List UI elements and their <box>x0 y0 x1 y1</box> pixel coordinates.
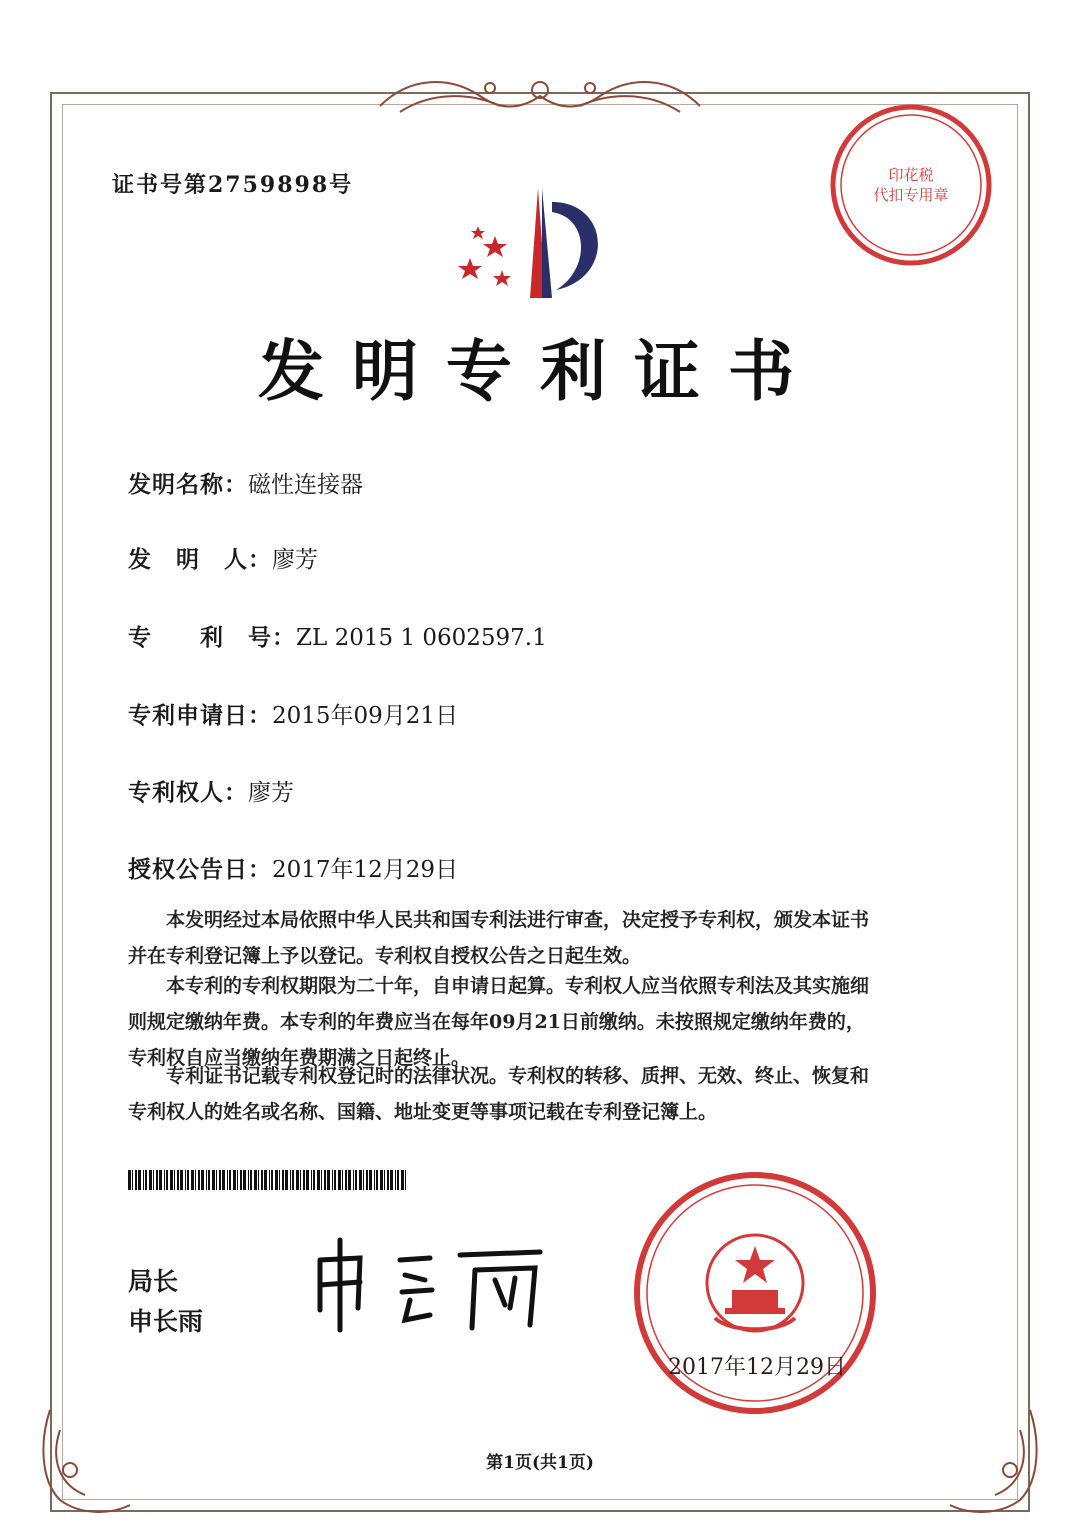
body-line: 本发明经过本局依照中华人民共和国专利法进行审查，决定授予专利权，颁发本证书 <box>166 909 870 931</box>
seal-date: 2017年12月29日 <box>668 1355 846 1380</box>
field-label: 授权公告日： <box>128 856 272 883</box>
body-line: 则规定缴纳年费。本专利的年费应当在每年09月21日前缴纳。未按照规定缴纳年费的， <box>128 1011 865 1033</box>
body-paragraph-3 <box>128 1058 928 1130</box>
field-value: ZL 2015 1 0602597.1 <box>296 625 547 651</box>
field-value: 廖芳 <box>248 780 294 806</box>
certificate-title: 发明专利证书 <box>258 333 822 410</box>
barcode <box>128 1170 408 1190</box>
field-label: 发 明 人： <box>128 546 272 573</box>
field-label: 专 利 号： <box>128 624 296 651</box>
field-patentee <box>128 774 294 807</box>
body-line: 本专利的专利权期限为二十年，自申请日起算。专利权人应当依照专利法及其实施细 <box>166 975 870 997</box>
field-label: 发明名称： <box>128 471 248 498</box>
director-name: 申长雨 <box>128 1307 204 1336</box>
field-label: 专利申请日： <box>128 702 272 729</box>
top-ornament <box>370 66 710 126</box>
director-title: 局长 <box>128 1267 179 1296</box>
body-line: 并在专利登记簿上予以登记。专利权自授权公告之日起生效。 <box>128 945 642 967</box>
field-inventor <box>128 541 318 574</box>
field-application-date <box>128 697 458 730</box>
field-value: 磁性连接器 <box>248 472 363 498</box>
field-patent-number <box>128 619 547 652</box>
certificate-number: 证书号第2759898号 <box>112 172 354 198</box>
tax-stamp-seal <box>826 100 996 270</box>
body-paragraph-1 <box>128 902 928 974</box>
field-grant-date <box>128 851 458 884</box>
director-signature <box>300 1230 560 1340</box>
body-line: 专利证书记载专利权登记时的法律状况。专利权的转移、质押、无效、终止、恢复和 <box>166 1065 870 1087</box>
page-footer: 第1页(共1页) <box>486 1453 594 1473</box>
svg-text:印花税: 印花税 <box>888 166 934 184</box>
field-value: 2015年09月21日 <box>272 703 459 729</box>
field-label: 专利权人： <box>128 779 248 806</box>
svg-text:代扣专用章: 代扣专用章 <box>873 186 949 204</box>
field-value: 廖芳 <box>272 547 318 573</box>
patent-office-logo-icon <box>440 178 640 308</box>
body-line: 专利权自应当缴纳年费期满之日起终止。 <box>128 1047 471 1069</box>
body-line: 专利权人的姓名或名称、国籍、地址变更等事项记载在专利登记簿上。 <box>128 1101 718 1123</box>
field-value: 2017年12月29日 <box>272 857 459 883</box>
field-invention-name <box>128 466 363 499</box>
